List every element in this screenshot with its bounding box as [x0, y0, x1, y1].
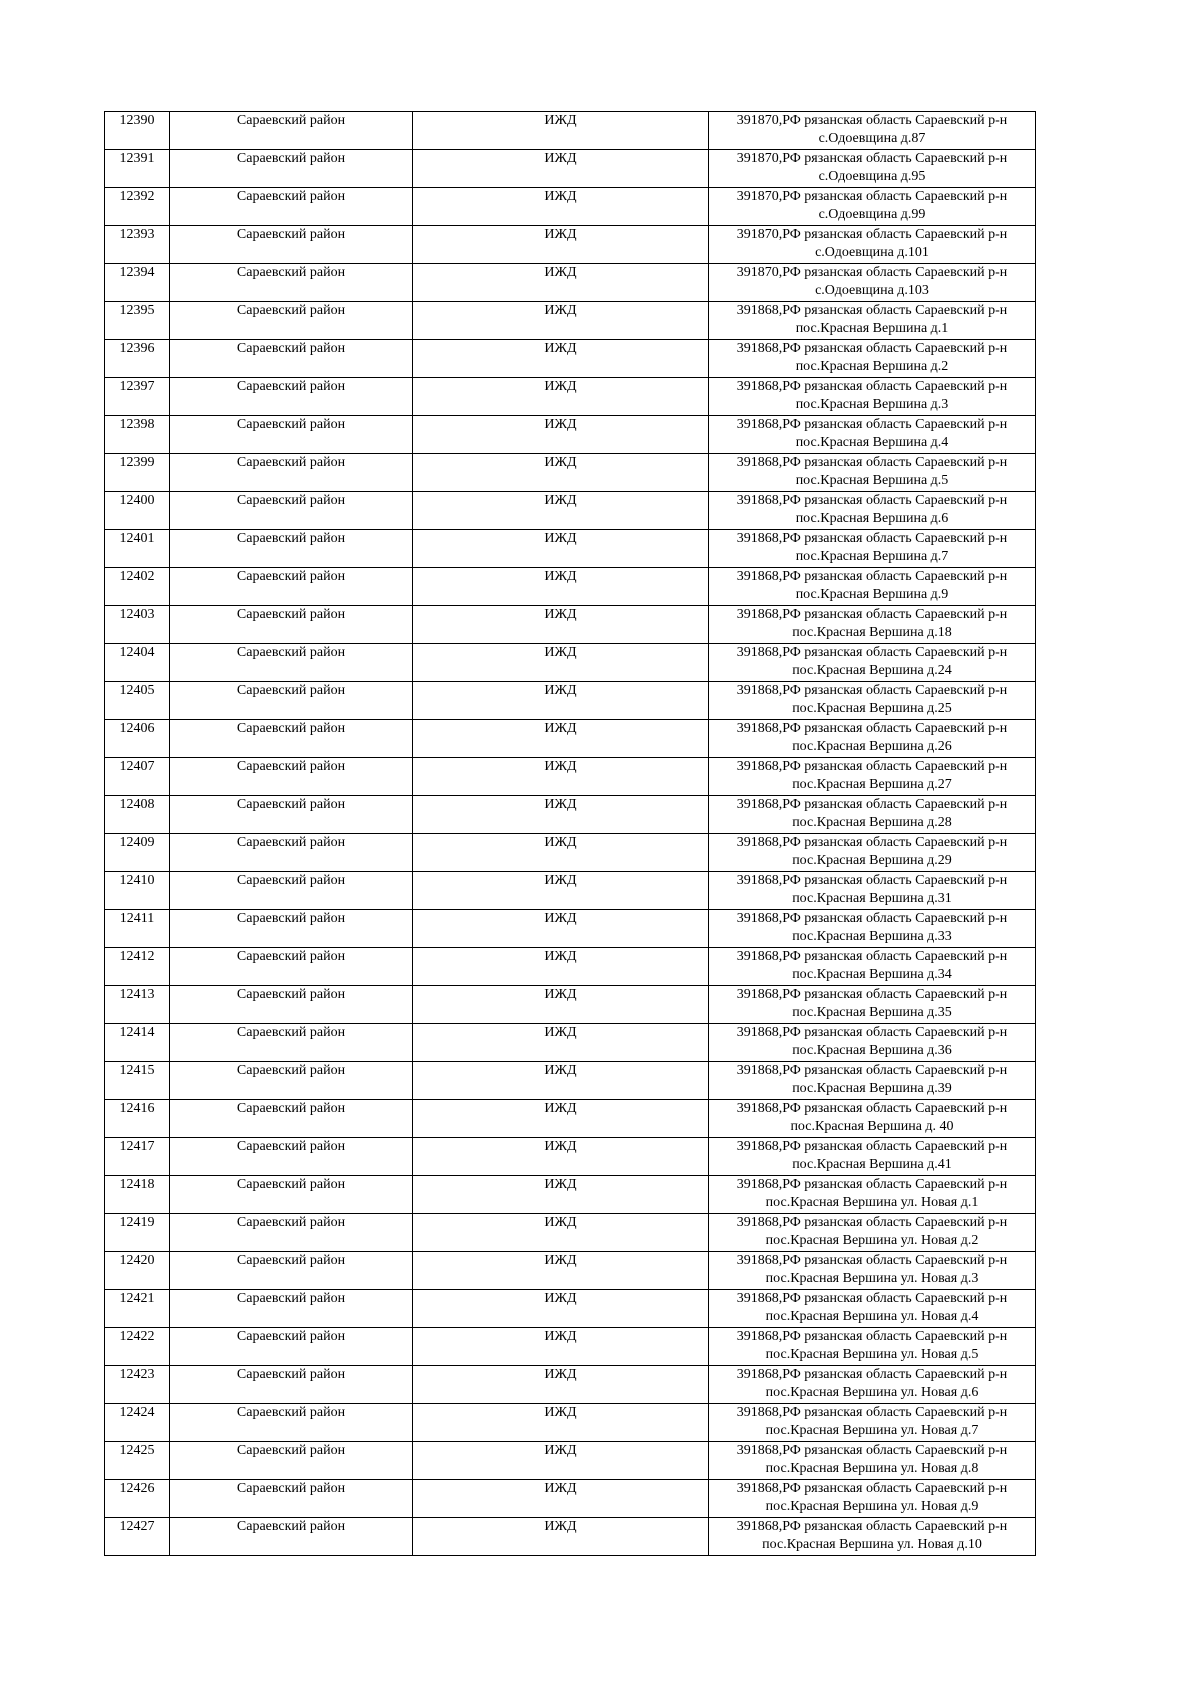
address-line-2: пос.Красная Вершина д.39	[792, 1081, 952, 1096]
table-row	[105, 302, 1036, 340]
address-line-1: 391868,РФ рязанская область Сараевский р-н	[736, 949, 1008, 964]
address-cell	[709, 720, 1036, 758]
address-cell	[709, 1480, 1036, 1518]
address-line-2: пос.Красная Вершина д.25	[792, 701, 952, 716]
housing-type-cell: ИЖД	[413, 1442, 709, 1480]
address-line-2: пос.Красная Вершина ул. Новая д.6	[765, 1385, 979, 1400]
table-row	[105, 796, 1036, 834]
district-cell: Сараевский район	[170, 1062, 413, 1100]
address-cell	[709, 302, 1036, 340]
row-number-cell: 12409	[105, 834, 170, 872]
district-cell: Сараевский район	[170, 416, 413, 454]
address-line-2: пос.Красная Вершина д.34	[792, 967, 952, 982]
address-cell	[709, 948, 1036, 986]
row-number-cell: 12401	[105, 530, 170, 568]
address-cell	[709, 644, 1036, 682]
table-row	[105, 1176, 1036, 1214]
table-row	[105, 150, 1036, 188]
district-cell: Сараевский район	[170, 530, 413, 568]
table-row	[105, 264, 1036, 302]
housing-type-cell: ИЖД	[413, 682, 709, 720]
address-line-1: 391870,РФ рязанская область Сараевский р-н	[736, 265, 1008, 280]
district-cell: Сараевский район	[170, 644, 413, 682]
address-line-2: пос.Красная Вершина д.27	[792, 777, 952, 792]
row-number-cell: 12403	[105, 606, 170, 644]
housing-type-cell: ИЖД	[413, 530, 709, 568]
row-number-cell: 12395	[105, 302, 170, 340]
address-line-1: 391868,РФ рязанская область Сараевский р-н	[736, 1139, 1008, 1154]
housing-type-cell: ИЖД	[413, 1024, 709, 1062]
table-body	[105, 112, 1036, 1556]
table-row	[105, 1328, 1036, 1366]
row-number-cell: 12392	[105, 188, 170, 226]
row-number-cell: 12412	[105, 948, 170, 986]
address-line-1: 391868,РФ рязанская область Сараевский р-н	[736, 1481, 1008, 1496]
address-line-1: 391868,РФ рязанская область Сараевский р-н	[736, 417, 1008, 432]
address-line-2: пос.Красная Вершина д.2	[795, 359, 949, 374]
address-cell	[709, 264, 1036, 302]
address-table	[104, 111, 1036, 1556]
district-cell: Сараевский район	[170, 834, 413, 872]
address-line-1: 391868,РФ рязанская область Сараевский р-н	[736, 873, 1008, 888]
address-line-2: пос.Красная Вершина д.1	[795, 321, 949, 336]
address-line-2: пос.Красная Вершина ул. Новая д.3	[765, 1271, 979, 1286]
district-cell: Сараевский район	[170, 758, 413, 796]
row-number-cell: 12415	[105, 1062, 170, 1100]
row-number-cell: 12423	[105, 1366, 170, 1404]
housing-type-cell: ИЖД	[413, 1100, 709, 1138]
address-line-2: пос.Красная Вершина д.33	[792, 929, 952, 944]
address-line-2: пос.Красная Вершина д.24	[792, 663, 952, 678]
row-number-cell: 12420	[105, 1252, 170, 1290]
address-line-1: 391868,РФ рязанская область Сараевский р-н	[736, 683, 1008, 698]
address-line-2: пос.Красная Вершина д.9	[795, 587, 949, 602]
address-cell	[709, 378, 1036, 416]
address-line-2: пос.Красная Вершина ул. Новая д.4	[765, 1309, 979, 1324]
address-line-2: пос.Красная Вершина д.4	[795, 435, 949, 450]
district-cell: Сараевский район	[170, 1214, 413, 1252]
address-line-1: 391868,РФ рязанская область Сараевский р-н	[736, 1177, 1008, 1192]
address-line-2: пос.Красная Вершина д.18	[792, 625, 952, 640]
housing-type-cell: ИЖД	[413, 834, 709, 872]
table-row	[105, 226, 1036, 264]
district-cell: Сараевский район	[170, 986, 413, 1024]
address-line-1: 391868,РФ рязанская область Сараевский р-н	[736, 1519, 1008, 1534]
address-cell	[709, 1404, 1036, 1442]
address-line-2: пос.Красная Вершина д.35	[792, 1005, 952, 1020]
district-cell: Сараевский район	[170, 682, 413, 720]
district-cell: Сараевский район	[170, 1480, 413, 1518]
address-line-1: 391868,РФ рязанская область Сараевский р-н	[736, 1443, 1008, 1458]
housing-type-cell: ИЖД	[413, 1252, 709, 1290]
housing-type-cell: ИЖД	[413, 948, 709, 986]
table-row	[105, 1480, 1036, 1518]
address-line-2: пос.Красная Вершина ул. Новая д.1	[765, 1195, 979, 1210]
address-line-2: пос.Красная Вершина д. 40	[790, 1119, 954, 1134]
table-row	[105, 758, 1036, 796]
table-row	[105, 720, 1036, 758]
row-number-cell: 12400	[105, 492, 170, 530]
address-cell	[709, 682, 1036, 720]
address-cell	[709, 340, 1036, 378]
housing-type-cell: ИЖД	[413, 340, 709, 378]
row-number-cell: 12404	[105, 644, 170, 682]
address-cell	[709, 1290, 1036, 1328]
address-cell	[709, 1214, 1036, 1252]
housing-type-cell: ИЖД	[413, 644, 709, 682]
row-number-cell: 12407	[105, 758, 170, 796]
address-cell	[709, 1062, 1036, 1100]
address-line-1: 391868,РФ рязанская область Сараевский р-н	[736, 341, 1008, 356]
address-line-1: 391868,РФ рязанская область Сараевский р-н	[736, 987, 1008, 1002]
row-number-cell: 12421	[105, 1290, 170, 1328]
address-cell	[709, 1176, 1036, 1214]
district-cell: Сараевский район	[170, 796, 413, 834]
address-cell	[709, 492, 1036, 530]
housing-type-cell: ИЖД	[413, 416, 709, 454]
address-line-1: 391868,РФ рязанская область Сараевский р-н	[736, 1367, 1008, 1382]
table-row	[105, 416, 1036, 454]
table-row	[105, 340, 1036, 378]
row-number-cell: 12413	[105, 986, 170, 1024]
address-cell	[709, 188, 1036, 226]
address-cell	[709, 226, 1036, 264]
housing-type-cell: ИЖД	[413, 758, 709, 796]
row-number-cell: 12408	[105, 796, 170, 834]
address-cell	[709, 872, 1036, 910]
address-line-2: пос.Красная Вершина д.31	[792, 891, 952, 906]
row-number-cell: 12410	[105, 872, 170, 910]
address-line-2: пос.Красная Вершина ул. Новая д.10	[762, 1537, 982, 1552]
row-number-cell: 12393	[105, 226, 170, 264]
table-row	[105, 188, 1036, 226]
housing-type-cell: ИЖД	[413, 1176, 709, 1214]
row-number-cell: 12416	[105, 1100, 170, 1138]
address-line-2: пос.Красная Вершина д.3	[795, 397, 949, 412]
district-cell: Сараевский район	[170, 150, 413, 188]
table-row	[105, 834, 1036, 872]
table-row	[105, 1366, 1036, 1404]
address-line-2: с.Одоевщина д.87	[818, 131, 926, 146]
district-cell: Сараевский район	[170, 1366, 413, 1404]
address-line-1: 391868,РФ рязанская область Сараевский р-н	[736, 645, 1008, 660]
table-row	[105, 568, 1036, 606]
district-cell: Сараевский район	[170, 606, 413, 644]
district-cell: Сараевский район	[170, 948, 413, 986]
address-line-1: 391868,РФ рязанская область Сараевский р-н	[736, 303, 1008, 318]
address-line-1: 391868,РФ рязанская область Сараевский р-н	[736, 1063, 1008, 1078]
address-line-2: пос.Красная Вершина ул. Новая д.2	[765, 1233, 979, 1248]
table-row	[105, 1100, 1036, 1138]
address-line-2: пос.Красная Вершина д.28	[792, 815, 952, 830]
table-row	[105, 644, 1036, 682]
address-line-1: 391868,РФ рязанская область Сараевский р-н	[736, 531, 1008, 546]
housing-type-cell: ИЖД	[413, 568, 709, 606]
address-line-2: пос.Красная Вершина ул. Новая д.8	[765, 1461, 979, 1476]
district-cell: Сараевский район	[170, 872, 413, 910]
address-line-1: 391868,РФ рязанская область Сараевский р-н	[736, 1405, 1008, 1420]
address-line-1: 391868,РФ рязанская область Сараевский р-н	[736, 1329, 1008, 1344]
district-cell: Сараевский район	[170, 264, 413, 302]
table-row	[105, 606, 1036, 644]
table-row	[105, 492, 1036, 530]
row-number-cell: 12418	[105, 1176, 170, 1214]
district-cell: Сараевский район	[170, 340, 413, 378]
address-line-2: пос.Красная Вершина д.5	[795, 473, 949, 488]
housing-type-cell: ИЖД	[413, 112, 709, 150]
address-line-1: 391868,РФ рязанская область Сараевский р-н	[736, 379, 1008, 394]
district-cell: Сараевский район	[170, 188, 413, 226]
address-cell	[709, 1328, 1036, 1366]
district-cell: Сараевский район	[170, 1518, 413, 1556]
address-cell	[709, 910, 1036, 948]
district-cell: Сараевский район	[170, 112, 413, 150]
address-line-2: с.Одоевщина д.99	[818, 207, 926, 222]
table-row	[105, 948, 1036, 986]
row-number-cell: 12426	[105, 1480, 170, 1518]
address-cell	[709, 1366, 1036, 1404]
district-cell: Сараевский район	[170, 1024, 413, 1062]
address-cell	[709, 416, 1036, 454]
district-cell: Сараевский район	[170, 720, 413, 758]
address-cell	[709, 834, 1036, 872]
row-number-cell: 12396	[105, 340, 170, 378]
table-row	[105, 1404, 1036, 1442]
address-line-2: пос.Красная Вершина ул. Новая д.9	[765, 1499, 979, 1514]
row-number-cell: 12406	[105, 720, 170, 758]
row-number-cell: 12427	[105, 1518, 170, 1556]
address-line-1: 391868,РФ рязанская область Сараевский р-н	[736, 455, 1008, 470]
address-cell	[709, 1138, 1036, 1176]
district-cell: Сараевский район	[170, 568, 413, 606]
housing-type-cell: ИЖД	[413, 796, 709, 834]
address-line-2: пос.Красная Вершина ул. Новая д.7	[765, 1423, 979, 1438]
row-number-cell: 12399	[105, 454, 170, 492]
district-cell: Сараевский район	[170, 1442, 413, 1480]
address-line-2: пос.Красная Вершина д.7	[795, 549, 949, 564]
address-cell	[709, 454, 1036, 492]
table-row	[105, 682, 1036, 720]
address-cell	[709, 758, 1036, 796]
address-line-2: пос.Красная Вершина д.41	[792, 1157, 952, 1172]
address-line-1: 391868,РФ рязанская область Сараевский р-н	[736, 1025, 1008, 1040]
address-cell	[709, 1518, 1036, 1556]
housing-type-cell: ИЖД	[413, 378, 709, 416]
table-row	[105, 1252, 1036, 1290]
address-line-2: пос.Красная Вершина д.29	[792, 853, 952, 868]
row-number-cell: 12391	[105, 150, 170, 188]
row-number-cell: 12414	[105, 1024, 170, 1062]
district-cell: Сараевский район	[170, 454, 413, 492]
table-row	[105, 1062, 1036, 1100]
address-line-1: 391868,РФ рязанская область Сараевский р-н	[736, 1291, 1008, 1306]
address-line-1: 391868,РФ рязанская область Сараевский р-н	[736, 569, 1008, 584]
row-number-cell: 12425	[105, 1442, 170, 1480]
address-line-1: 391868,РФ рязанская область Сараевский р-н	[736, 493, 1008, 508]
district-cell: Сараевский район	[170, 1328, 413, 1366]
housing-type-cell: ИЖД	[413, 264, 709, 302]
housing-type-cell: ИЖД	[413, 720, 709, 758]
housing-type-cell: ИЖД	[413, 1328, 709, 1366]
table-row	[105, 872, 1036, 910]
housing-type-cell: ИЖД	[413, 302, 709, 340]
table-row	[105, 530, 1036, 568]
row-number-cell: 12422	[105, 1328, 170, 1366]
row-number-cell: 12390	[105, 112, 170, 150]
housing-type-cell: ИЖД	[413, 910, 709, 948]
address-cell	[709, 1024, 1036, 1062]
housing-type-cell: ИЖД	[413, 1138, 709, 1176]
address-cell	[709, 1100, 1036, 1138]
address-cell	[709, 1442, 1036, 1480]
address-line-1: 391870,РФ рязанская область Сараевский р-н	[736, 151, 1008, 166]
table-row	[105, 1214, 1036, 1252]
address-line-1: 391868,РФ рязанская область Сараевский р-н	[736, 1215, 1008, 1230]
housing-type-cell: ИЖД	[413, 1366, 709, 1404]
table-row	[105, 112, 1036, 150]
table-row	[105, 454, 1036, 492]
district-cell: Сараевский район	[170, 492, 413, 530]
address-cell	[709, 796, 1036, 834]
row-number-cell: 12398	[105, 416, 170, 454]
address-line-2: пос.Красная Вершина д.26	[792, 739, 952, 754]
housing-type-cell: ИЖД	[413, 492, 709, 530]
housing-type-cell: ИЖД	[413, 150, 709, 188]
address-line-1: 391868,РФ рязанская область Сараевский р-н	[736, 1101, 1008, 1116]
address-line-2: с.Одоевщина д.101	[815, 245, 929, 260]
address-line-1: 391868,РФ рязанская область Сараевский р-н	[736, 759, 1008, 774]
address-cell	[709, 530, 1036, 568]
district-cell: Сараевский район	[170, 1404, 413, 1442]
table-row	[105, 378, 1036, 416]
district-cell: Сараевский район	[170, 1138, 413, 1176]
district-cell: Сараевский район	[170, 910, 413, 948]
housing-type-cell: ИЖД	[413, 226, 709, 264]
row-number-cell: 12424	[105, 1404, 170, 1442]
housing-type-cell: ИЖД	[413, 1062, 709, 1100]
address-line-1: 391868,РФ рязанская область Сараевский р-н	[736, 721, 1008, 736]
table-row	[105, 1138, 1036, 1176]
table-row	[105, 986, 1036, 1024]
address-line-2: пос.Красная Вершина д.36	[792, 1043, 952, 1058]
row-number-cell: 12405	[105, 682, 170, 720]
row-number-cell: 12394	[105, 264, 170, 302]
housing-type-cell: ИЖД	[413, 606, 709, 644]
address-cell	[709, 112, 1036, 150]
table-row	[105, 1442, 1036, 1480]
address-line-2: пос.Красная Вершина д.6	[795, 511, 949, 526]
district-cell: Сараевский район	[170, 302, 413, 340]
address-cell	[709, 606, 1036, 644]
housing-type-cell: ИЖД	[413, 1214, 709, 1252]
address-cell	[709, 1252, 1036, 1290]
table-row	[105, 1024, 1036, 1062]
address-cell	[709, 568, 1036, 606]
district-cell: Сараевский район	[170, 1100, 413, 1138]
address-line-1: 391868,РФ рязанская область Сараевский р-н	[736, 607, 1008, 622]
address-line-1: 391868,РФ рязанская область Сараевский р-н	[736, 835, 1008, 850]
address-line-1: 391868,РФ рязанская область Сараевский р-н	[736, 911, 1008, 926]
table-row	[105, 1290, 1036, 1328]
address-line-1: 391870,РФ рязанская область Сараевский р-н	[736, 227, 1008, 242]
housing-type-cell: ИЖД	[413, 1290, 709, 1328]
address-line-1: 391868,РФ рязанская область Сараевский р-н	[736, 797, 1008, 812]
row-number-cell: 12411	[105, 910, 170, 948]
row-number-cell: 12419	[105, 1214, 170, 1252]
table-row	[105, 1518, 1036, 1556]
housing-type-cell: ИЖД	[413, 986, 709, 1024]
housing-type-cell: ИЖД	[413, 188, 709, 226]
district-cell: Сараевский район	[170, 1176, 413, 1214]
row-number-cell: 12402	[105, 568, 170, 606]
table-row	[105, 910, 1036, 948]
address-line-1: 391868,РФ рязанская область Сараевский р-н	[736, 1253, 1008, 1268]
address-line-2: с.Одоевщина д.103	[815, 283, 929, 298]
district-cell: Сараевский район	[170, 378, 413, 416]
address-cell	[709, 986, 1036, 1024]
address-line-2: пос.Красная Вершина ул. Новая д.5	[765, 1347, 979, 1362]
housing-type-cell: ИЖД	[413, 1518, 709, 1556]
district-cell: Сараевский район	[170, 226, 413, 264]
row-number-cell: 12417	[105, 1138, 170, 1176]
address-line-2: с.Одоевщина д.95	[818, 169, 926, 184]
housing-type-cell: ИЖД	[413, 1404, 709, 1442]
district-cell: Сараевский район	[170, 1252, 413, 1290]
housing-type-cell: ИЖД	[413, 872, 709, 910]
address-line-1: 391870,РФ рязанская область Сараевский р-н	[736, 189, 1008, 204]
row-number-cell: 12397	[105, 378, 170, 416]
district-cell: Сараевский район	[170, 1290, 413, 1328]
housing-type-cell: ИЖД	[413, 1480, 709, 1518]
address-cell	[709, 150, 1036, 188]
housing-type-cell: ИЖД	[413, 454, 709, 492]
address-line-1: 391870,РФ рязанская область Сараевский р-н	[736, 113, 1008, 128]
